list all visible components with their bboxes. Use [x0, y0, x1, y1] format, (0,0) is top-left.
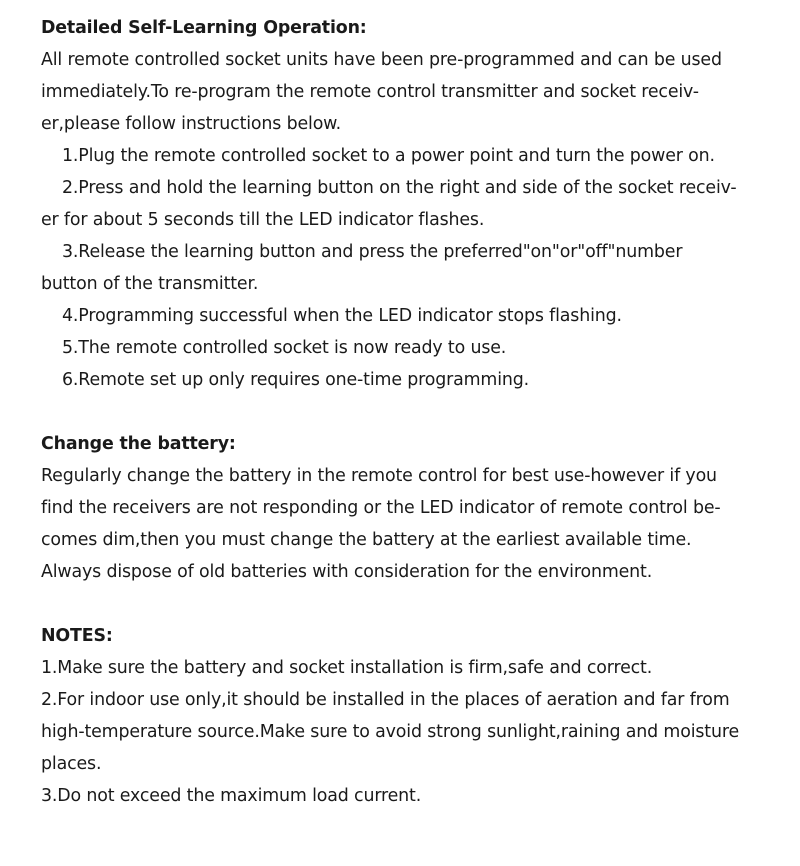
- battery-text-line: comes dim,then you must change the battery at the earliest available time.: [41, 530, 692, 550]
- step-2: 2.Press and hold the learning button on the right and side of the socket receiv-: [62, 178, 737, 198]
- step-4: 4.Programming successful when the LED indicator stops flashing.: [62, 306, 622, 326]
- instruction-document: [41, 12, 781, 812]
- notes-text-line: places.: [41, 754, 102, 774]
- notes-text-line: 1.Make sure the battery and socket installation is firm,safe and correct.: [41, 658, 653, 678]
- step-3: 3.Release the learning button and press the preferred"on"or"off"number: [62, 242, 683, 262]
- step-5: 5.The remote controlled socket is now ready to use.: [62, 338, 507, 358]
- battery-text-line: find the receivers are not responding or the LED indicator of remote control be-: [41, 498, 721, 518]
- notes-text-line: high-temperature source.Make sure to avoid strong sunlight,raining and moisture: [41, 722, 740, 742]
- step-1: 1.Plug the remote controlled socket to a power point and turn the power on.: [62, 146, 715, 166]
- notes-heading: NOTES:: [41, 626, 113, 646]
- self-learning-intro-line: er,please follow instructions below.: [41, 114, 342, 134]
- step-2-continuation: er for about 5 seconds till the LED indicator flashes.: [41, 210, 485, 230]
- battery-text-line: Regularly change the battery in the remote control for best use-however if you: [41, 466, 717, 486]
- step-6: 6.Remote set up only requires one-time programming.: [62, 370, 530, 390]
- self-learning-intro-line: immediately.To re-program the remote control transmitter and socket receiv-: [41, 82, 699, 102]
- step-3-continuation: button of the transmitter.: [41, 274, 259, 294]
- battery-text-line: Always dispose of old batteries with consideration for the environment.: [41, 562, 653, 582]
- section-spacer: [41, 396, 781, 428]
- battery-heading: Change the battery:: [41, 434, 236, 454]
- self-learning-heading: Detailed Self-Learning Operation:: [41, 18, 367, 38]
- self-learning-intro-line: All remote controlled socket units have been pre-programmed and can be used: [41, 50, 722, 70]
- section-spacer: [41, 588, 781, 620]
- notes-text-line: 3.Do not exceed the maximum load current.: [41, 786, 422, 806]
- notes-text-line: 2.For indoor use only,it should be installed in the places of aeration and far from: [41, 690, 730, 710]
